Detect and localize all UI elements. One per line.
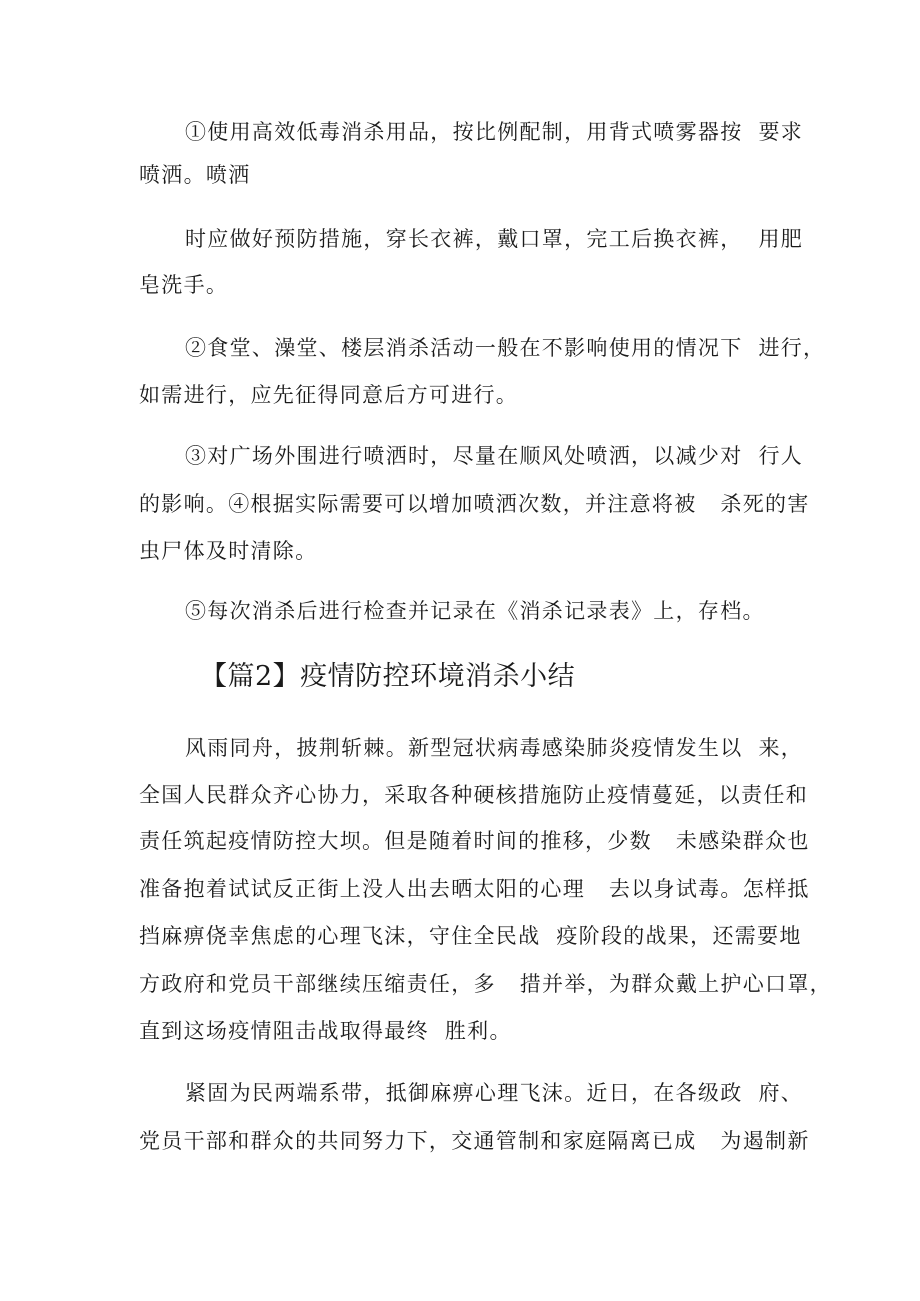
paragraph-line: 虫尸体及时清除。 bbox=[139, 539, 318, 563]
paragraph-line: 责任筑起疫情防控大坝。但是随着时间的推移，少数 未感染群众也 bbox=[139, 829, 810, 853]
paragraph-line: 全国人民群众齐心协力，采取各种硬核措施防止疫情蔓延，以责任和 bbox=[139, 783, 808, 807]
paragraph-line: 如需进行，应先征得同意后方可进行。 bbox=[139, 383, 519, 407]
section-heading: 【篇2】疫情防控环境消杀小结 bbox=[200, 661, 576, 692]
paragraph-line: 喷洒。喷洒 bbox=[139, 163, 251, 187]
paragraph-line: 时应做好预防措施，穿长衣裤，戴口罩，完工后换衣裤， 用肥 bbox=[185, 227, 804, 251]
paragraph-line: ②食堂、澡堂、楼层消杀活动一般在不影响使用的情况下 进行， bbox=[185, 336, 826, 360]
paragraph-line: 皂洗手。 bbox=[139, 273, 229, 297]
paragraph-line: 党员干部和群众的共同努力下，交通管制和家庭隔离已成 为遏制新 bbox=[139, 1129, 810, 1153]
paragraph-line: 的影响。④根据实际需要可以增加喷洒次数，并注意将被 杀死的害 bbox=[139, 492, 810, 516]
paragraph-line: ③对广场外围进行喷洒时，尽量在顺风处喷洒，以减少对 行人 bbox=[185, 444, 804, 468]
paragraph-line: 风雨同舟，披荆斩棘。新型冠状病毒感染肺炎疫情发生以 来， bbox=[185, 736, 804, 760]
paragraph-line: 直到这场疫情阻击战取得最终 胜利。 bbox=[139, 1019, 512, 1043]
paragraph-line: ①使用高效低毒消杀用品，按比例配制，用背式喷雾器按 要求 bbox=[185, 120, 804, 144]
paragraph-line: 紧固为民两端系带，抵御麻痹心理飞沫。近日，在各级政 府、 bbox=[185, 1081, 804, 1105]
paragraph-line: ⑤每次消杀后进行检查并记录在《消杀记录表》上，存档。 bbox=[185, 599, 765, 623]
paragraph-line: 准备抱着试试反正街上没人出去晒太阳的心理 去以身试毒。怎样抵 bbox=[139, 877, 810, 901]
paragraph-line: 方政府和党员干部继续压缩责任，多 措并举，为群众戴上护心口罩， bbox=[139, 972, 832, 996]
paragraph-line: 挡麻痹侥幸焦虑的心理飞沫，守住全民战 疫阶段的战果，还需要地 bbox=[139, 924, 802, 948]
